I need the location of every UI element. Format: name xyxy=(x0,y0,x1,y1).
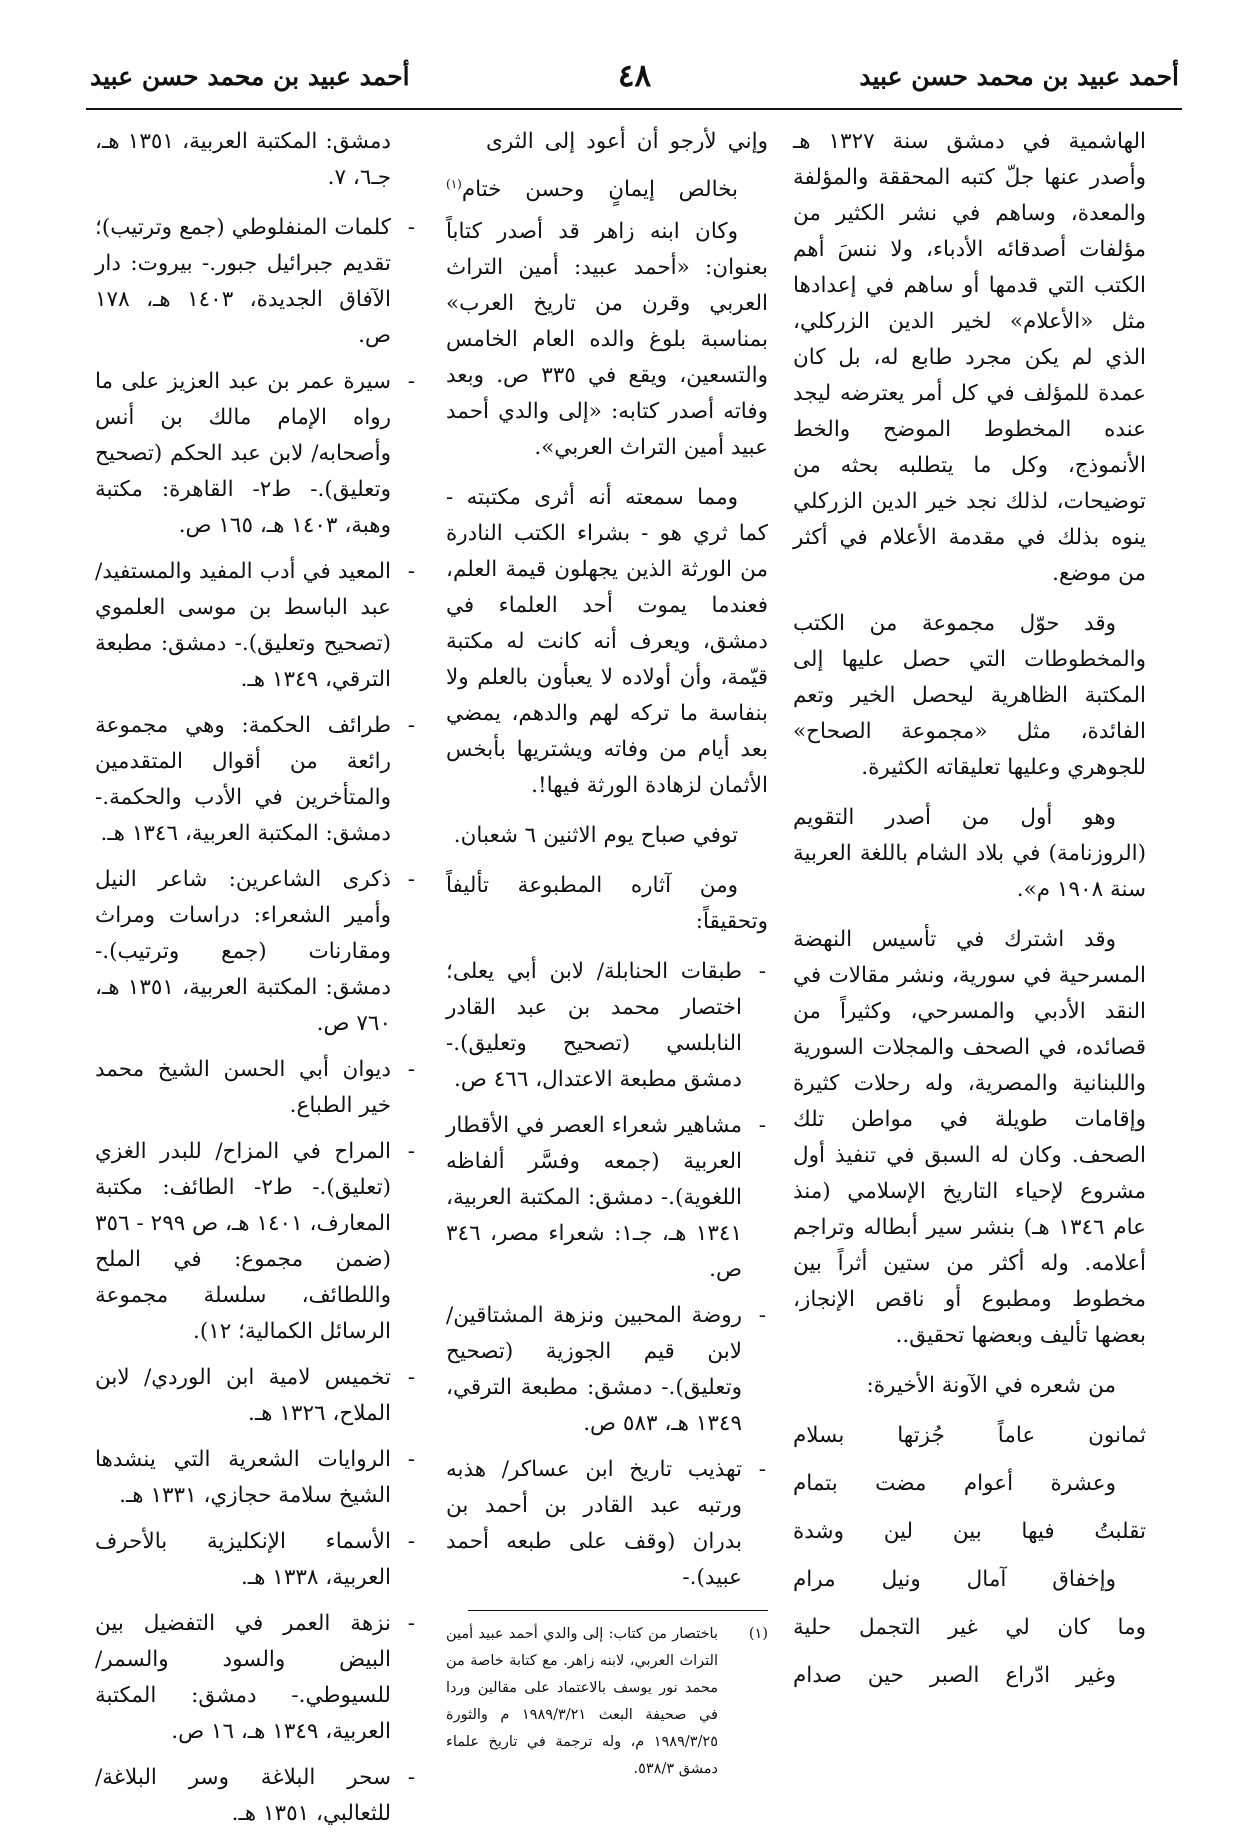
paragraph: الهاشمية في دمشق سنة ١٣٢٧ هـ وأصدر عنها جلّ كتبه المحققة والمؤلفة والمعدة، وساهم في نشر الكثير من مؤلفات أصدقائه الأدباء، ولا ننسَ أهم الكتب التي قدمها أو ساهم في إعدادها مثل «الأعلام» لخير الدين الزركلي، الذي لم يكن مجرد طابع له، بل كان عمدة للمؤلف في كل أمر يعترضه ليجد عنده المخطوط الموضح والخط الأنموذج، وكل ما يتطلبه بحثه من توضيحات، لذلك نجد خير الدين الزركلي ينوه بذلك في مقدمة الأعلام في أكثر من موضع. xyxy=(793,129,1146,586)
bib-entry: تخميس لامية ابن الوردي/ لابن الملاح، ١٣٢٦ هـ. xyxy=(95,1365,391,1426)
bib-entry: سحر البلاغة وسر البلاغة/ للثعالبي، ١٣٥١ هـ. xyxy=(95,1765,391,1826)
list-item: - سيرة عمر بن عبد العزيز على ما رواه الإمام مالك بن أنس وأصحابه/ لابن عبد الحكم (تصحيح وتعليق).- ط٢- القاهرة: مكتبة وهبة، ١٤٠٣ هـ، ١٦٥ ص. xyxy=(95,369,415,538)
bib-entry: تهذيب تاريخ ابن عساكر/ هذبه ورتبه عبد القادر بن أحمد بن بدران (وقف على طبعه أحمد عبيد).- xyxy=(446,1457,742,1591)
bib-entry: ديوان أبي الحسن الشيخ محمد خير الطباع. xyxy=(95,1057,391,1118)
poem-line: ثمانون عاماً جُزتها بسلام xyxy=(793,1423,1146,1448)
header-rule xyxy=(86,108,1182,110)
paragraph: وقد حوّل مجموعة من الكتب والمخطوطات التي حصل عليها إلى المكتبة الظاهرية ليحصل الخير وتعم الفائدة، مثل «مجموعة الصحاح» للجوهري وعليها تعليقاته الكثيرة. xyxy=(793,611,1146,780)
bib-entry: مشاهير شعراء العصر في الأقطار العربية (جمعه وفسَّر ألفاظه اللغوية).- دمشق: المكتبة العربية، ١٣٤١ هـ، جـ١: شعراء مصر، ٣٤٦ ص. xyxy=(446,1113,742,1283)
running-head-right: أحمد عبيد بن محمد حسن عبيد xyxy=(859,62,1179,91)
page-number: ٤٨ xyxy=(617,58,652,94)
column-middle xyxy=(446,124,768,1778)
verse-text: بخالص إيمانٍ وحسن ختام xyxy=(461,177,738,203)
poem-line: وغير ادّراع الصبر حين صدام xyxy=(793,1663,1116,1688)
list-item: - المراح في المزاح/ للبدر الغزي (تعليق).- ط٢- الطائف: مكتبة المعارف، ١٤٠١ هـ، ص ٢٩٩ - ٣٥٦ (ضمن مجموع: في الملح واللطائف، سلسلة مجموعة الرسائل الكمالية؛ ١٢). xyxy=(95,1139,415,1344)
list-item: - تهذيب تاريخ ابن عساكر/ هذبه ورتبه عبد القادر بن أحمد بن بدران (وقف على طبعه أحمد عبيد).- xyxy=(446,1457,766,1591)
list-item: - الأسماء الإنكليزية بالأحرف العربية، ١٣٣٨ هـ. xyxy=(95,1529,415,1590)
list-item: - الروايات الشعرية التي ينشدها الشيخ سلامة حجازي، ١٣٣١ هـ. xyxy=(95,1447,415,1508)
poem-line: وإخفاق آمال ونيل مرام xyxy=(793,1567,1116,1592)
list-item: - سحر البلاغة وسر البلاغة/ للثعالبي، ١٣٥١ هـ. xyxy=(95,1765,415,1826)
paragraph: وهو أول من أصدر التقويم (الروزنامة) في بلاد الشام باللغة العربية سنة ١٩٠٨ م». xyxy=(793,805,1146,902)
bib-entry: الروايات الشعرية التي ينشدها الشيخ سلامة حجازي، ١٣٣١ هـ. xyxy=(95,1447,391,1508)
verse-line xyxy=(446,166,768,208)
continuation-text: دمشق: المكتبة العربية، ١٣٥١ هـ، جـ٦، ٧. xyxy=(95,129,391,190)
bibliography-list xyxy=(446,954,768,1596)
bib-entry: طرائف الحكمة: وهي مجموعة رائعة من أقوال المتقدمين والمتأخرين في الأدب والحكمة.- دمشق: المكتبة العربية، ١٣٤٦ هـ. xyxy=(95,713,391,846)
list-item: - كلمات المنفلوطي (جمع وترتيب)؛ تقديم جبرائيل جبور.- بيروت: دار الآفاق الجديدة، ١٤٠٣ هـ، ١٧٨ ص. xyxy=(95,215,415,348)
poem-line: وما كان لي غير التجمل حلية xyxy=(793,1615,1146,1640)
poem-line: تقلبتُ فيها بين لين وشدة xyxy=(793,1519,1146,1544)
list-item: - مشاهير شعراء العصر في الأقطار العربية (جمعه وفسَّر ألفاظه اللغوية).- دمشق: المكتبة العربية، ١٣٤١ هـ، جـ١: شعراء مصر، ٣٤٦ ص. xyxy=(446,1113,766,1283)
footnote xyxy=(446,1621,768,1783)
list-item: - تخميس لامية ابن الوردي/ لابن الملاح، ١٣٢٦ هـ. xyxy=(95,1365,415,1426)
bib-entry: ذكرى الشاعرين: شاعر النيل وأمير الشعراء: دراسات ومراث ومقارنات (جمع وترتيب).- دمشق: المكتبة العربية، ١٣٥١ هـ، ٧٦٠ ص. xyxy=(95,867,391,1036)
list-item: - نزهة العمر في التفضيل بين البيض والسود والسمر/ للسيوطي.- دمشق: المكتبة العربية، ١٣٤٩ هـ، ١٦ ص. xyxy=(95,1611,415,1744)
bib-entry: سيرة عمر بن عبد العزيز على ما رواه الإمام مالك بن أنس وأصحابه/ لابن عبد الحكم (تصحيح وتعليق).- ط٢- القاهرة: مكتبة وهبة، ١٤٠٣ هـ، ١٦٥ ص. xyxy=(95,369,391,538)
bib-entry: كلمات المنفلوطي (جمع وترتيب)؛ تقديم جبرائيل جبور.- بيروت: دار الآفاق الجديدة، ١٤٠٣ هـ، ١٧٨ ص. xyxy=(95,215,391,348)
bib-entry: نزهة العمر في التفضيل بين البيض والسود والسمر/ للسيوطي.- دمشق: المكتبة العربية، ١٣٤٩ هـ، ١٦ ص. xyxy=(95,1611,391,1744)
bib-entry: طبقات الحنابلة/ لابن أبي يعلى؛ اختصار محمد بن عبد القادر النابلسي (تصحيح وتعليق).- دمشق مطبعة الاعتدال، ٤٦٦ ص. xyxy=(446,959,742,1093)
paragraph: ومن آثاره المطبوعة تأليفاً وتحقيقاً: xyxy=(446,873,768,935)
list-item: - ذكرى الشاعرين: شاعر النيل وأمير الشعراء: دراسات ومراث ومقارنات (جمع وترتيب).- دمشق: المكتبة العربية، ١٣٥١ هـ، ٧٦٠ ص. xyxy=(95,867,415,1036)
verse-line: وإني لأرجو أن أعود إلى الثرى xyxy=(486,129,768,154)
bib-entry: روضة المحبين ونزهة المشتاقين/ لابن قيم الجوزية (تصحيح وتعليق).- دمشق: مطبعة الترقي، ١٣٤٩ هـ، ٥٨٣ ص. xyxy=(446,1303,742,1437)
paragraph: توفي صباح يوم الاثنين ٦ شعبان. xyxy=(453,823,738,849)
list-item: - طرائف الحكمة: وهي مجموعة رائعة من أقوال المتقدمين والمتأخرين في الأدب والحكمة.- دمشق: المكتبة العربية، ١٣٤٦ هـ. xyxy=(95,713,415,846)
paragraph: وكان ابنه زاهر قد أصدر كتاباً بعنوان: «أحمد عبيد: أمين التراث العربي وقرن من تاريخ العرب» بمناسبة بلوغ والده العام الخامس والتسعين، ويقع في ٣٣٥ ص. وبعد وفاته أصدر كتابه: «إلى والدي أحمد عبيد أمين التراث العربي». xyxy=(446,219,768,461)
paragraph: ومما سمعته أنه أثرى مكتبته - كما ثري هو - بشراء الكتب النادرة من الورثة الذين يجهلون قيمة العلم، فعندما يموت أحد العلماء في دمشق، ويعرف أنه كانت له مكتبة قيّمة، وأن أولاده لا يعبأون بالعلم ولا بنفاسة ما تركه لهم والدهم، يمضي بعد أيام من وفاته ويشتريها بأبخس الأثمان لزهادة الورثة فيها!. xyxy=(446,485,768,799)
list-item: - ديوان أبي الحسن الشيخ محمد خير الطباع. xyxy=(95,1057,415,1118)
footnote-text: باختصار من كتاب: إلى والدي أحمد عبيد أمين التراث العربي، لابنه زاهر. مع كتابة خاصة من محمد نور يوسف بالاعتماد على مقالين وردا في صحيفة البعث ١٩٨٩/٣/٢١ م والثورة ١٩٨٩/٣/٢٥ م، وله ترجمة في تاريخ علماء دمشق ٥٣٨/٣. xyxy=(446,1626,718,1778)
list-item: - المعيد في أدب المفيد والمستفيد/ عبد الباسط بن موسى العلموي (تصحيح وتعليق).- دمشق: مطبعة الترقي، ١٣٤٩ هـ. xyxy=(95,559,415,692)
poem-intro: من شعره في الآونة الأخيرة: xyxy=(866,1373,1116,1398)
poem-line: وعشرة أعوام مضت بتمام xyxy=(793,1471,1116,1496)
page-header xyxy=(90,58,1179,102)
bib-entry: المراح في المزاح/ للبدر الغزي (تعليق).- ط٢- الطائف: مكتبة المعارف، ١٤٠١ هـ، ص ٢٩٩ - ٣٥٦ (ضمن مجموع: في الملح واللطائف، سلسلة مجموعة الرسائل الكمالية؛ ١٢). xyxy=(95,1139,391,1344)
footnote-number: (١) xyxy=(748,1626,768,1643)
running-head-left: أحمد عبيد بن محمد حسن عبيد xyxy=(90,62,410,91)
bib-entry: الأسماء الإنكليزية بالأحرف العربية، ١٣٣٨ هـ. xyxy=(95,1529,391,1590)
list-item: - روضة المحبين ونزهة المشتاقين/ لابن قيم الجوزية (تصحيح وتعليق).- دمشق: مطبعة الترقي، ١٣٤٩ هـ، ٥٨٣ ص. xyxy=(446,1303,766,1437)
footnote-ref: (١) xyxy=(446,177,462,191)
list-item: - طبقات الحنابلة/ لابن أبي يعلى؛ اختصار محمد بن عبد القادر النابلسي (تصحيح وتعليق).- دمشق مطبعة الاعتدال، ٤٦٦ ص. xyxy=(446,959,766,1093)
bib-entry: المعيد في أدب المفيد والمستفيد/ عبد الباسط بن موسى العلموي (تصحيح وتعليق).- دمشق: مطبعة الترقي، ١٣٤٩ هـ. xyxy=(95,559,391,692)
footnote-rule xyxy=(468,1610,768,1611)
column-left xyxy=(95,124,417,1826)
paragraph: وقد اشترك في تأسيس النهضة المسرحية في سورية، ونشر مقالات في النقد الأدبي والمسرحي، وكثيراً من قصائده، في الصحف والمجلات السورية واللبنانية والمصرية، وله رحلات كثيرة وإقامات طويلة في مواطن تلك الصحف. وكان له السبق في تنفيذ أول مشروع لإحياء التاريخ الإسلامي (منذ عام ١٣٤٦ هـ) بنشر سير أبطاله وتراجم أعلامه. وله أكثر من ستين أثراً بين مخطوط ومطبوع أو ناقص الإنجاز، بعضها تأليف وبعضها تحقيق.. xyxy=(793,927,1146,1348)
column-right xyxy=(793,124,1146,1688)
bibliography-list xyxy=(95,210,417,1832)
